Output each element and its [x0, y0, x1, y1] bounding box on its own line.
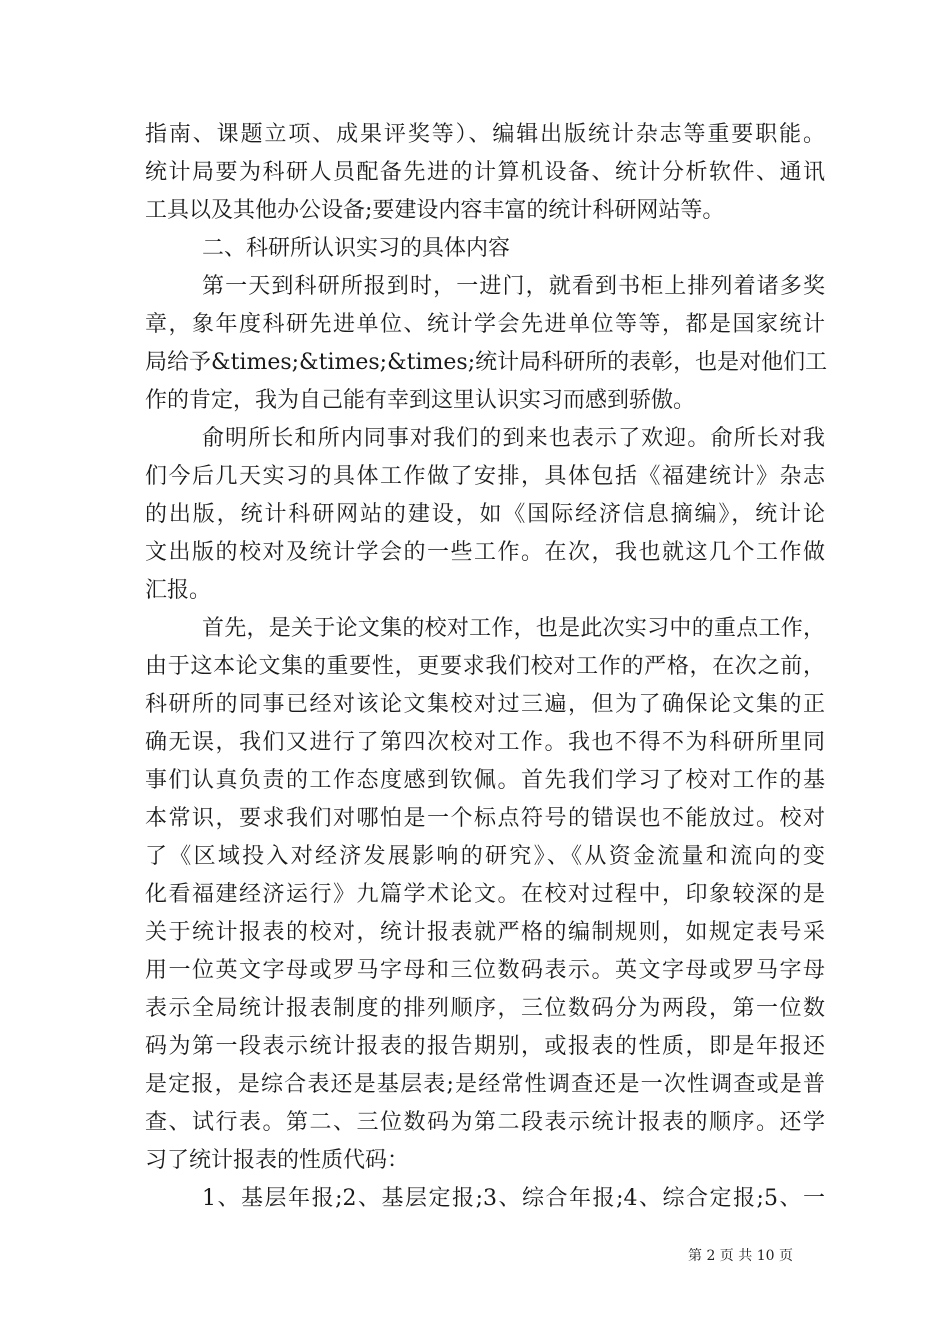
text-line: 们今后几天实习的具体工作做了安排，具体包括《福建统计》杂志 [145, 464, 825, 489]
page-number-footer: 第 2 页 共 10 页 [688, 1248, 793, 1264]
text-line: 局给予&times;&times;&times;统计局科研所的表彰，也是对他们工 [145, 350, 828, 375]
text-line: 化看福建经济运行》九篇学术论文。在校对过程中，印象较深的是 [145, 882, 825, 907]
text-line: 首先，是关于论文集的校对工作，也是此次实习中的重点工作， [202, 616, 825, 641]
text-line: 码为第一段表示统计报表的报告期别，或报表的性质，即是年报还 [145, 1034, 825, 1059]
text-line: 作的肯定，我为自己能有幸到这里认识实习而感到骄傲。 [145, 388, 696, 413]
document-body [145, 116, 828, 1218]
text-line: 表示全局统计报表制度的排列顺序，三位数码分为两段，第一位数 [145, 996, 825, 1021]
text-line: 由于这本论文集的重要性，更要求我们校对工作的严格，在次之前， [145, 654, 825, 679]
text-line: 汇报。 [145, 578, 212, 603]
text-line: 俞明所长和所内同事对我们的到来也表示了欢迎。俞所长对我 [202, 426, 825, 451]
text-line: 文出版的校对及统计学会的一些工作。在次，我也就这几个工作做 [145, 540, 825, 565]
text-line: 关于统计报表的校对，统计报表就严格的编制规则，如规定表号采 [145, 920, 825, 945]
text-line: 事们认真负责的工作态度感到钦佩。首先我们学习了校对工作的基 [145, 768, 825, 793]
text-line: 确无误，我们又进行了第四次校对工作。我也不得不为科研所里同 [145, 730, 825, 755]
text-line: 用一位英文字母或罗马字母和三位数码表示。英文字母或罗马字母 [145, 958, 825, 983]
text-line: 是定报，是综合表还是基层表;是经常性调查还是一次性调查或是普 [145, 1072, 825, 1097]
text-line: 习了统计报表的性质代码： [145, 1148, 410, 1173]
text-line: 第一天到科研所报到时，一进门，就看到书柜上排列着诸多奖 [202, 274, 825, 299]
section-heading: 二、科研所认识实习的具体内容 [202, 236, 511, 261]
text-line: 本常识，要求我们对哪怕是一个标点符号的错误也不能放过。校对 [145, 806, 825, 831]
text-line: 科研所的同事已经对该论文集校对过三遍，但为了确保论文集的正 [145, 692, 825, 717]
text-line: 的出版，统计科研网站的建设，如《国际经济信息摘编》，统计论 [145, 502, 825, 527]
text-line: 工具以及其他办公设备;要建设内容丰富的统计科研网站等。 [145, 198, 725, 223]
text-line: 了《区域投入对经济发展影响的研究》、《从资金流量和流向的变 [145, 844, 825, 869]
text-line: 查、试行表。第二、三位数码为第二段表示统计报表的顺序。还学 [145, 1110, 825, 1135]
text-line: 指南、课题立项、成果评奖等）、编辑出版统计杂志等重要职能。 [145, 122, 825, 147]
text-line: 统计局要为科研人员配备先进的计算机设备、统计分析软件、通讯 [145, 160, 825, 185]
text-line: 1、基层年报;2、基层定报;3、综合年报;4、综合定报;5、一 [202, 1186, 825, 1211]
text-line: 章，象年度科研先进单位、统计学会先进单位等等，都是国家统计 [145, 312, 825, 337]
